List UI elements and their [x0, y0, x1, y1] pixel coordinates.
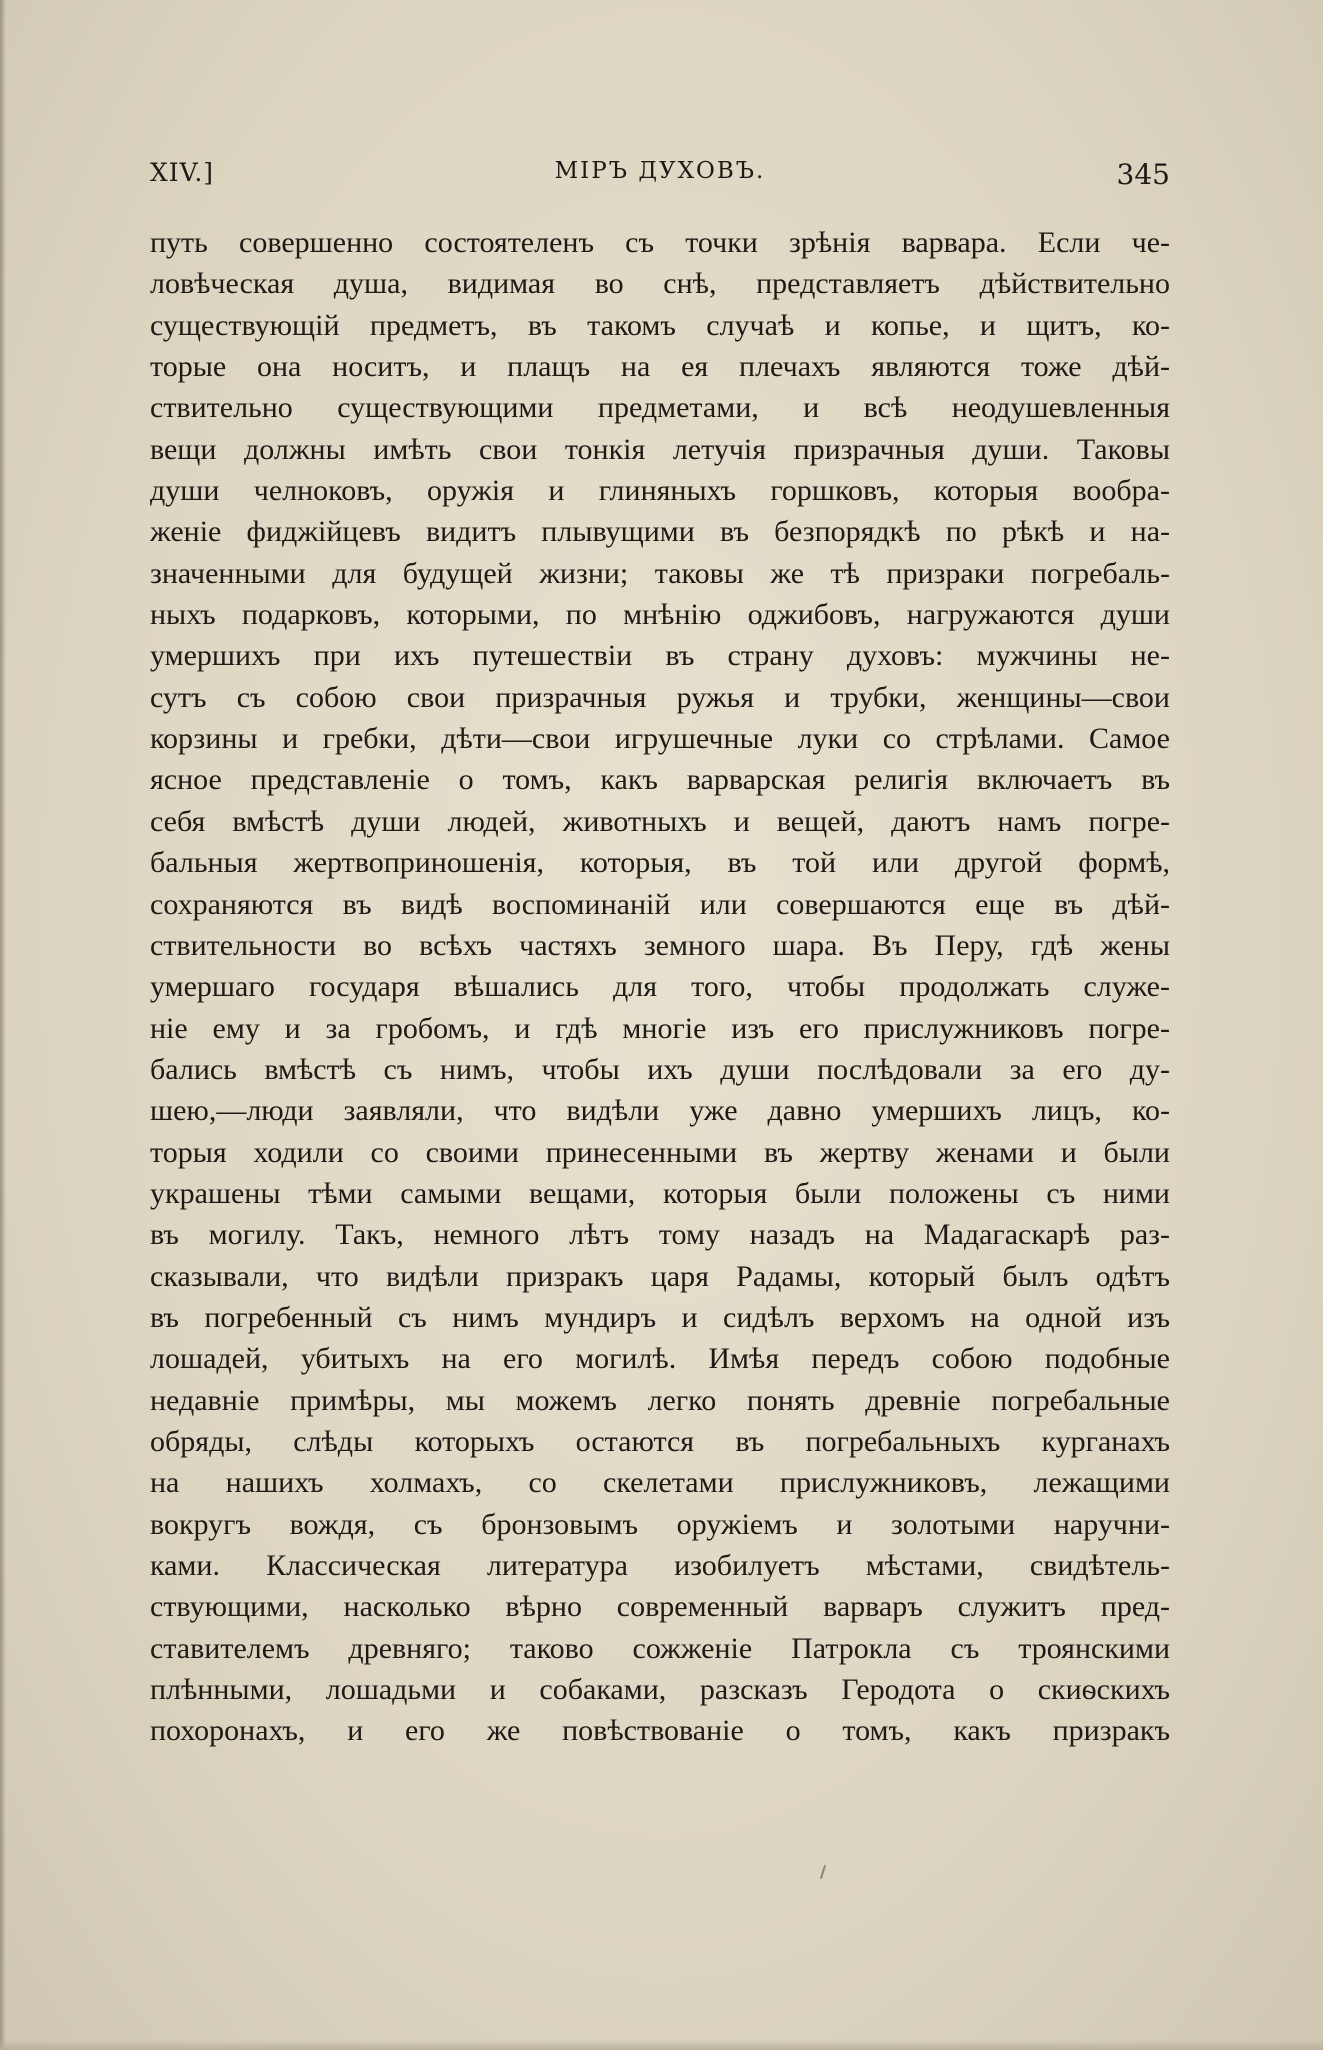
text-line: умершихъ при ихъ путешествіи въ страну духовъ: мужчины не- — [150, 639, 1170, 673]
text-line: путь совершенно состоятеленъ съ точки зрѣнія варвара. Если че- — [150, 226, 1170, 259]
text-line: значенными для будущей жизни; таковы же тѣ призраки погребаль- — [150, 556, 1170, 590]
text-line: бались вмѣстѣ съ нимъ, чтобы ихъ души послѣдовали за его ду- — [150, 1052, 1170, 1086]
text-line: ками. Классическая литература изобилуетъ мѣстами, свидѣтель- — [150, 1549, 1170, 1582]
page-edge-shadow — [0, 0, 6, 2050]
text-line: сутъ съ собою свои призрачныя ружья и трубки, женщины—свои — [150, 680, 1170, 714]
text-line: сказывали, что видѣли призракъ царя Радамы, который былъ одѣтъ — [150, 1259, 1170, 1293]
text-line: обряды, слѣды которыхъ остаются въ погребальныхъ курганахъ — [150, 1424, 1170, 1458]
text-line: ствительно существующими предметами, и всѣ неодушевленныя — [150, 391, 1170, 425]
text-line: вокругъ вождя, съ бронзовымъ оружіемъ и золотыми наручни- — [150, 1507, 1170, 1541]
page-bottom-shadow — [0, 2040, 1323, 2050]
text-line: себя вмѣстѣ души людей, животныхъ и вещей, даютъ намъ погре- — [150, 804, 1170, 838]
text-line: ловѣческая душа, видимая во снѣ, представляетъ дѣйствительно — [150, 267, 1170, 301]
chapter-marker: XIV.] — [150, 158, 215, 187]
text-line: ставителемъ древняго; таково сожженіе Патрокла съ троянскими — [150, 1631, 1170, 1665]
text-line: торые она носитъ, и плащъ на ея плечахъ являются тоже дѣй- — [150, 350, 1170, 384]
text-line: плѣнными, лошадьми и собаками, разсказъ Геродота о скиѳскихъ — [150, 1673, 1170, 1707]
text-line: женіе фиджійцевъ видитъ плывущими въ безпорядкѣ по рѣкѣ и на- — [150, 515, 1170, 549]
text-line: сохраняются въ видѣ воспоминаній или совершаются еще въ дѣй- — [150, 887, 1170, 921]
text-line: души челноковъ, оружія и глиняныхъ горшковъ, которыя вообра- — [150, 474, 1170, 508]
text-line: на нашихъ холмахъ, со скелетами прислужниковъ, лежащими — [150, 1466, 1170, 1500]
text-line: умершаго государя вѣшались для того, чтобы продолжать служе- — [150, 970, 1170, 1004]
text-line: недавніе примѣры, мы можемъ легко понять древніе погребальные — [150, 1383, 1170, 1417]
text-line: ствительности во всѣхъ частяхъ земного шара. Въ Перу, гдѣ жены — [150, 928, 1170, 962]
running-title: МІРЪ ДУХОВЪ. — [554, 158, 766, 184]
text-line: ясное представленіе о томъ, какъ варварская религія включаетъ въ — [150, 763, 1170, 797]
body-text — [150, 222, 1170, 1752]
text-line: похоронахъ, и его же повѣствованіе о томъ, какъ призракъ — [150, 1714, 1170, 1748]
text-line: торыя ходили со своими принесенными въ жертву женами и были — [150, 1135, 1170, 1169]
text-line: въ погребенный съ нимъ мундиръ и сидѣлъ верхомъ на одной изъ — [150, 1300, 1170, 1334]
text-line: существующій предметъ, въ такомъ случаѣ и копье, и щитъ, ко- — [150, 308, 1170, 342]
paper-speck — [820, 1865, 826, 1879]
running-header — [150, 158, 1170, 198]
text-line: ніе ему и за гробомъ, и гдѣ многіе изъ его прислужниковъ погре- — [150, 1011, 1170, 1045]
text-line: въ могилу. Такъ, немного лѣтъ тому назадъ на Мадагаскарѣ раз- — [150, 1218, 1170, 1252]
text-line: лошадей, убитыхъ на его могилѣ. Имѣя передъ собою подобные — [150, 1342, 1170, 1376]
text-line: украшены тѣми самыми вещами, которыя были положены съ ними — [150, 1176, 1170, 1210]
text-line: ныхъ подарковъ, которыми, по мнѣнію оджибовъ, нагружаются души — [150, 598, 1170, 632]
text-line: бальныя жертвоприношенія, которыя, въ той или другой формѣ, — [150, 846, 1170, 880]
page-number: 345 — [1116, 158, 1170, 191]
text-line: корзины и гребки, дѣти—свои игрушечные луки со стрѣлами. Самое — [150, 722, 1170, 756]
text-line: вещи должны имѣть свои тонкія летучія призрачныя души. Таковы — [150, 432, 1170, 466]
text-line: шею,—люди заявляли, что видѣли уже давно умершихъ лицъ, ко- — [150, 1094, 1170, 1128]
text-line: ствующими, насколько вѣрно современный варваръ служитъ пред- — [150, 1590, 1170, 1624]
